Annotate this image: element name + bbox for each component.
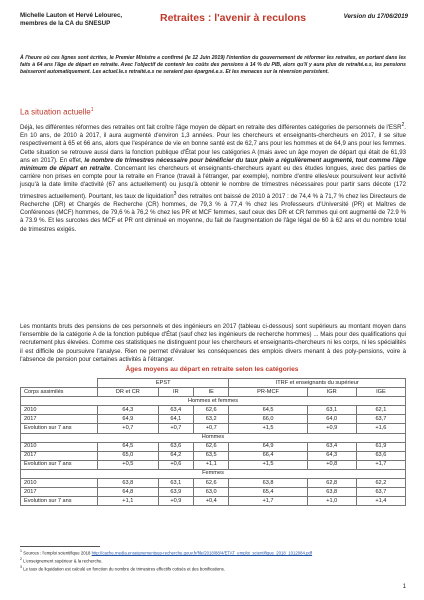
table-cell: 64,2 [158, 451, 193, 460]
table-section-row [21, 469, 406, 478]
column-header: IE [194, 388, 229, 397]
table-section-row [21, 397, 406, 406]
table-row [21, 497, 406, 506]
footnote-1-text: Sources : l'emploi scientifique 2018 [22, 550, 92, 556]
table-cell: +0,7 [158, 424, 193, 433]
footnote-1-link[interactable]: http://cache.media.enseignementsup-recherche.gouv.fr/file/2018/88/4/ETAT_emploi_scientifique_2018_1012084.pdf [91, 550, 313, 556]
para1-part-a: Déjà, les différentes réformes des retraites ont fait croître l'âge moyen de départ en retraite des différentes catégories de personnels de l'ESR [20, 124, 402, 132]
column-header: IGR [307, 388, 356, 397]
row-label: 2017 [21, 451, 98, 460]
table-row [21, 415, 406, 424]
table-cell: +1,1 [98, 497, 159, 506]
table-cell: +1,7 [356, 460, 405, 469]
footnote-ref-3: 3 [173, 190, 177, 197]
table-cell: +0,4 [194, 497, 229, 506]
table-row [21, 451, 406, 460]
row-label: Evolution sur 7 ans [21, 424, 98, 433]
table-cell: 63,8 [307, 488, 356, 497]
table-section-label: Hommes et femmes [21, 397, 406, 406]
table-section-label: Femmes [21, 469, 406, 478]
table-cell: 63,6 [158, 442, 193, 451]
table-cell: +0,7 [194, 424, 229, 433]
table-cell: 64,9 [229, 442, 307, 451]
document-title: Retraites : l'avenir à reculons [160, 12, 307, 24]
table-cell: 62,6 [194, 479, 229, 488]
table-cell: +1,6 [356, 424, 405, 433]
table-cell: 64,8 [98, 488, 159, 497]
table-cell: +1,5 [229, 424, 307, 433]
authors-line-2: membres de la CA du SNESUP [20, 20, 111, 27]
table-group-header-row [21, 379, 406, 388]
column-header: IR [158, 388, 193, 397]
group-epst: EPST [98, 379, 229, 388]
table-cell: 66,0 [229, 415, 307, 424]
footnote-3-number: 3 [20, 565, 22, 569]
section-title-text: La situation actuelle [20, 107, 91, 117]
row-label: 2010 [21, 442, 98, 451]
table-cell: +1,0 [307, 497, 356, 506]
table-cell: 63,4 [307, 442, 356, 451]
footnote-3 [20, 564, 406, 572]
authors [20, 12, 140, 28]
table-row [21, 488, 406, 497]
table-cell: 65,0 [98, 451, 159, 460]
table-cell: 63,0 [194, 488, 229, 497]
table-cell: 62,6 [194, 442, 229, 451]
table-cell: +0,9 [307, 424, 356, 433]
column-header: Corps assimilés [21, 388, 98, 397]
table-cell: 63,7 [356, 415, 405, 424]
footnote-3-text: Le taux de liquidation est calculé en fonction du nombre de trimestres effectifs cotisés et des bonifications. [22, 566, 225, 572]
section-title [20, 107, 94, 117]
group-itrf: ITRF et enseignants du supérieur [229, 379, 406, 388]
para1-part-b: . En 10 ans, de 2010 à 2017, il aura augmenté d'environ 1,3 années. Pour les chercheurs et enseignants-chercheurs en 2017, il se situe respectivement à 65 et 66 ans, alors que l'espérance de vie en bonne santé est de 62,7 ans pour les hommes et de 64,9 ans pour les femmes. Cette situation se retrouve aussi dans la fonction publique d'État pour les catégories A (mais avec un âge moyen de départ qui était de 61,93 ans en 2017). En effet, [20, 124, 406, 164]
table-cell: 63,9 [158, 488, 193, 497]
ages-table [20, 378, 406, 506]
table-cell: 64,0 [307, 415, 356, 424]
table-cell: 62,1 [356, 406, 405, 415]
table-section-label: Hommes [21, 433, 406, 442]
section-footnote-ref: 1 [90, 107, 94, 113]
table-column-header-row [21, 388, 406, 397]
table-row [21, 424, 406, 433]
table-corner-cell [21, 379, 98, 388]
table-cell: 62,2 [356, 479, 405, 488]
table-cell: +0,5 [98, 460, 159, 469]
table-cell: 61,9 [356, 442, 405, 451]
table-cell: 63,1 [307, 406, 356, 415]
table-cell: 64,5 [229, 406, 307, 415]
table-cell: 64,3 [307, 451, 356, 460]
para1-emphasis: le nombre de trimestres nécessaire pour bénéficier du taux plein a régulièrement augmenté, tout comme l'âge minimum de départ en retraite [20, 156, 406, 173]
footnote-1-number: 1 [20, 549, 22, 553]
intro-paragraph: À l'heure où ces lignes sont écrites, le Premier Ministre a confirmé (le 12 Juin 2019) l'intention du gouvernement de réformer les retraites, en portant dans les faits à 64 ans l'âge de départ en retraite. Avec l'objectif de contenir les coûts des pensions à 14 % du PIB, alors qu'il y aura plus de retraité.e.s, les pensions baisseront automatiquement. Les actuel.le.s retraité.e.s ne seraient pas épargné.e.s. Et les menaces sur la réversion persistent. [20, 55, 406, 76]
table-cell: 63,2 [194, 415, 229, 424]
table-cell: +1,5 [229, 460, 307, 469]
table-cell: 63,8 [229, 479, 307, 488]
page-number: 1 [402, 584, 406, 590]
table-cell: 63,6 [356, 451, 405, 460]
table-row [21, 479, 406, 488]
table-cell: +0,6 [158, 460, 193, 469]
table-cell: 62,6 [194, 406, 229, 415]
authors-line-1: Michelle Lauton et Hervé Lelourec, [20, 12, 123, 19]
table-cell: 63,1 [158, 479, 193, 488]
table-cell: +1,1 [194, 460, 229, 469]
table-cell: 63,8 [98, 479, 159, 488]
table-cell: +0,9 [158, 497, 193, 506]
table-cell: 64,1 [158, 415, 193, 424]
table-cell: 63,7 [356, 488, 405, 497]
para1-part-c: . Concernant les chercheurs et enseignants-chercheurs ayant eu des études longues, avec des parties de carrière non prises en compte pour la retraite en France (travail à l'étranger, par exemple), nombre d'entre elles/eux poursuivent leur activité jusqu'à la date limite d'activité (67 ans actuellement) ou jusqu'à obtenir le nombre de trimestres nécessaires pour partir sans décote (172 trimestres actuellement). Pourtant, les taux de liquidation [20, 165, 406, 200]
column-header: PR-MCF [229, 388, 307, 397]
table-row [21, 442, 406, 451]
footnote-rule [20, 546, 100, 547]
row-label: Evolution sur 7 ans [21, 460, 98, 469]
page-header [20, 12, 408, 38]
footnote-2-text: L'enseignement supérieur & la recherche. [22, 558, 103, 564]
column-header: DR et CR [98, 388, 159, 397]
footnote-ref-2: 2 [401, 122, 405, 128]
table-row [21, 460, 406, 469]
row-label: Evolution sur 7 ans [21, 497, 98, 506]
row-label: 2010 [21, 406, 98, 415]
table-cell: 63,4 [158, 406, 193, 415]
table-cell: 64,9 [98, 415, 159, 424]
table-cell: +1,7 [229, 497, 307, 506]
row-label: 2010 [21, 479, 98, 488]
table-cell: 66,4 [229, 451, 307, 460]
table-cell: +0,7 [98, 424, 159, 433]
table-cell: 65,4 [229, 488, 307, 497]
paragraph-pensions: Les montants bruts des pensions de ces personnels et des ingénieurs en 2017 (tableau ci-dessous) sont supérieurs au montant moyen dans l'ensemble de la catégorie A de la fonction publique d'État (sauf chez les ingénieurs de recherche hommes) ... Mais pour des qualifications qui recrutement plus élevées. Comme ces statistiques ne distinguent pour les chercheurs et enseignants-chercheurs ni les corps, ni les spécialités il est difficile de poursuivre l'analyse. Rien ne permet d'évaluer les conséquences des emplois divers menant à des poly-pensions, voire à l'absence de pension pour certaines activités à l'étranger. [20, 323, 406, 363]
row-label: 2017 [21, 415, 98, 424]
paragraph-situation [20, 121, 406, 234]
table-cell: 63,5 [194, 451, 229, 460]
footnote-2-number: 2 [20, 557, 22, 561]
para1-part-d: des retraites ont baissé de 2010 à 2017 : de 74,4 % à 71,7 % chez les Directeurs de Recherche (DR) et Chargés de Recherche (CR) hommes, de 79,3 % à 77,4 % chez les Professeurs d'Université (PR) et Maîtres de Conférences (MCF) hommes, de 79,6 % à 76,2 % chez les PR et MCF femmes, sauf ceux des DR et CR femmes qui ont augmenté de 72.9 % à 73.9 %. Et les surcotes des MCF et PR ont diminué en moyenne, du fait de l'augmentation de l'âge légal de 60 à 62 ans et du nombre total de trimestres exigés. [20, 192, 407, 233]
table-cell: 64,5 [98, 442, 159, 451]
row-label: 2017 [21, 488, 98, 497]
table-row [21, 406, 406, 415]
table-cell: 62,8 [307, 479, 356, 488]
table-cell: +0,8 [307, 460, 356, 469]
version-date: Version du 17/06/2019 [343, 13, 408, 20]
column-header: IGE [356, 388, 405, 397]
table-section-row [21, 433, 406, 442]
table-cell: 64,3 [98, 406, 159, 415]
table-cell: +1,4 [356, 497, 405, 506]
table-title: Âges moyens au départ en retraite selon les catégories [125, 366, 299, 373]
